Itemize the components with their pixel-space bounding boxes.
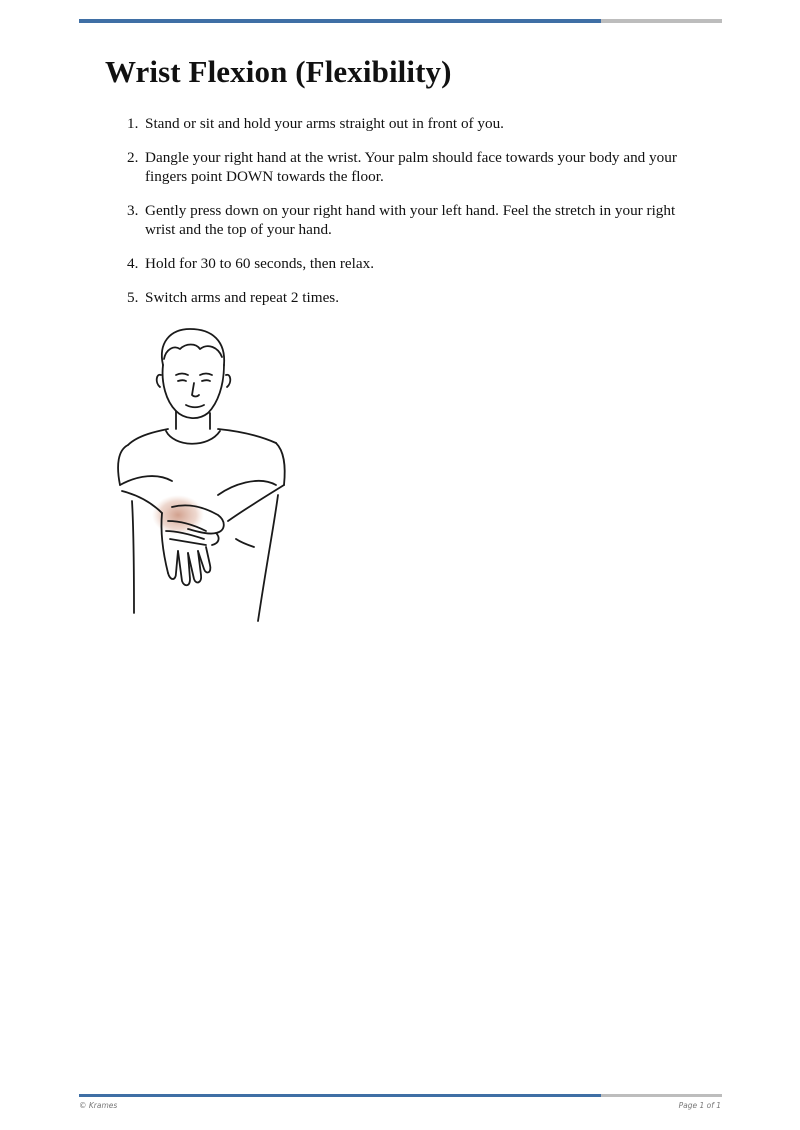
footer-rule-grey xyxy=(601,1094,722,1097)
header-rule-grey xyxy=(601,19,722,23)
step-number: 3. xyxy=(127,202,139,219)
footer-rule xyxy=(79,1094,722,1097)
page-number: Page 1 of 1 xyxy=(678,1101,721,1110)
step-text: Switch arms and repeat 2 times. xyxy=(145,289,340,306)
step-number: 2. xyxy=(127,149,139,166)
footer-rule-blue xyxy=(79,1094,601,1097)
header-rule-blue xyxy=(79,19,601,23)
wrist-flexion-illustration xyxy=(108,325,298,625)
step-text: Stand or sit and hold your arms straight out in front of you. xyxy=(145,115,504,132)
step-number: 5. xyxy=(127,289,139,306)
head-icon xyxy=(157,329,231,418)
step-text: Gently press down on your right hand with your left hand. Feel the stretch in your right wrist and the top of your hand. xyxy=(145,202,676,238)
list-item xyxy=(127,201,705,239)
step-text: Hold for 30 to 60 seconds, then relax. xyxy=(145,255,375,272)
step-number: 1. xyxy=(127,115,139,132)
list-item xyxy=(127,288,705,307)
list-item xyxy=(127,254,705,273)
list-item xyxy=(127,114,705,133)
step-number: 4. xyxy=(127,255,139,272)
list-item xyxy=(127,148,705,186)
header-rule xyxy=(79,19,722,23)
copyright-text: © Krames xyxy=(79,1101,118,1110)
page-title: Wrist Flexion (Flexibility) xyxy=(105,54,452,89)
instruction-list xyxy=(127,114,705,322)
stretch-highlight xyxy=(152,495,204,535)
step-text: Dangle your right hand at the wrist. Your palm should face towards your body and your fingers point DOWN towards the floor. xyxy=(145,149,677,185)
